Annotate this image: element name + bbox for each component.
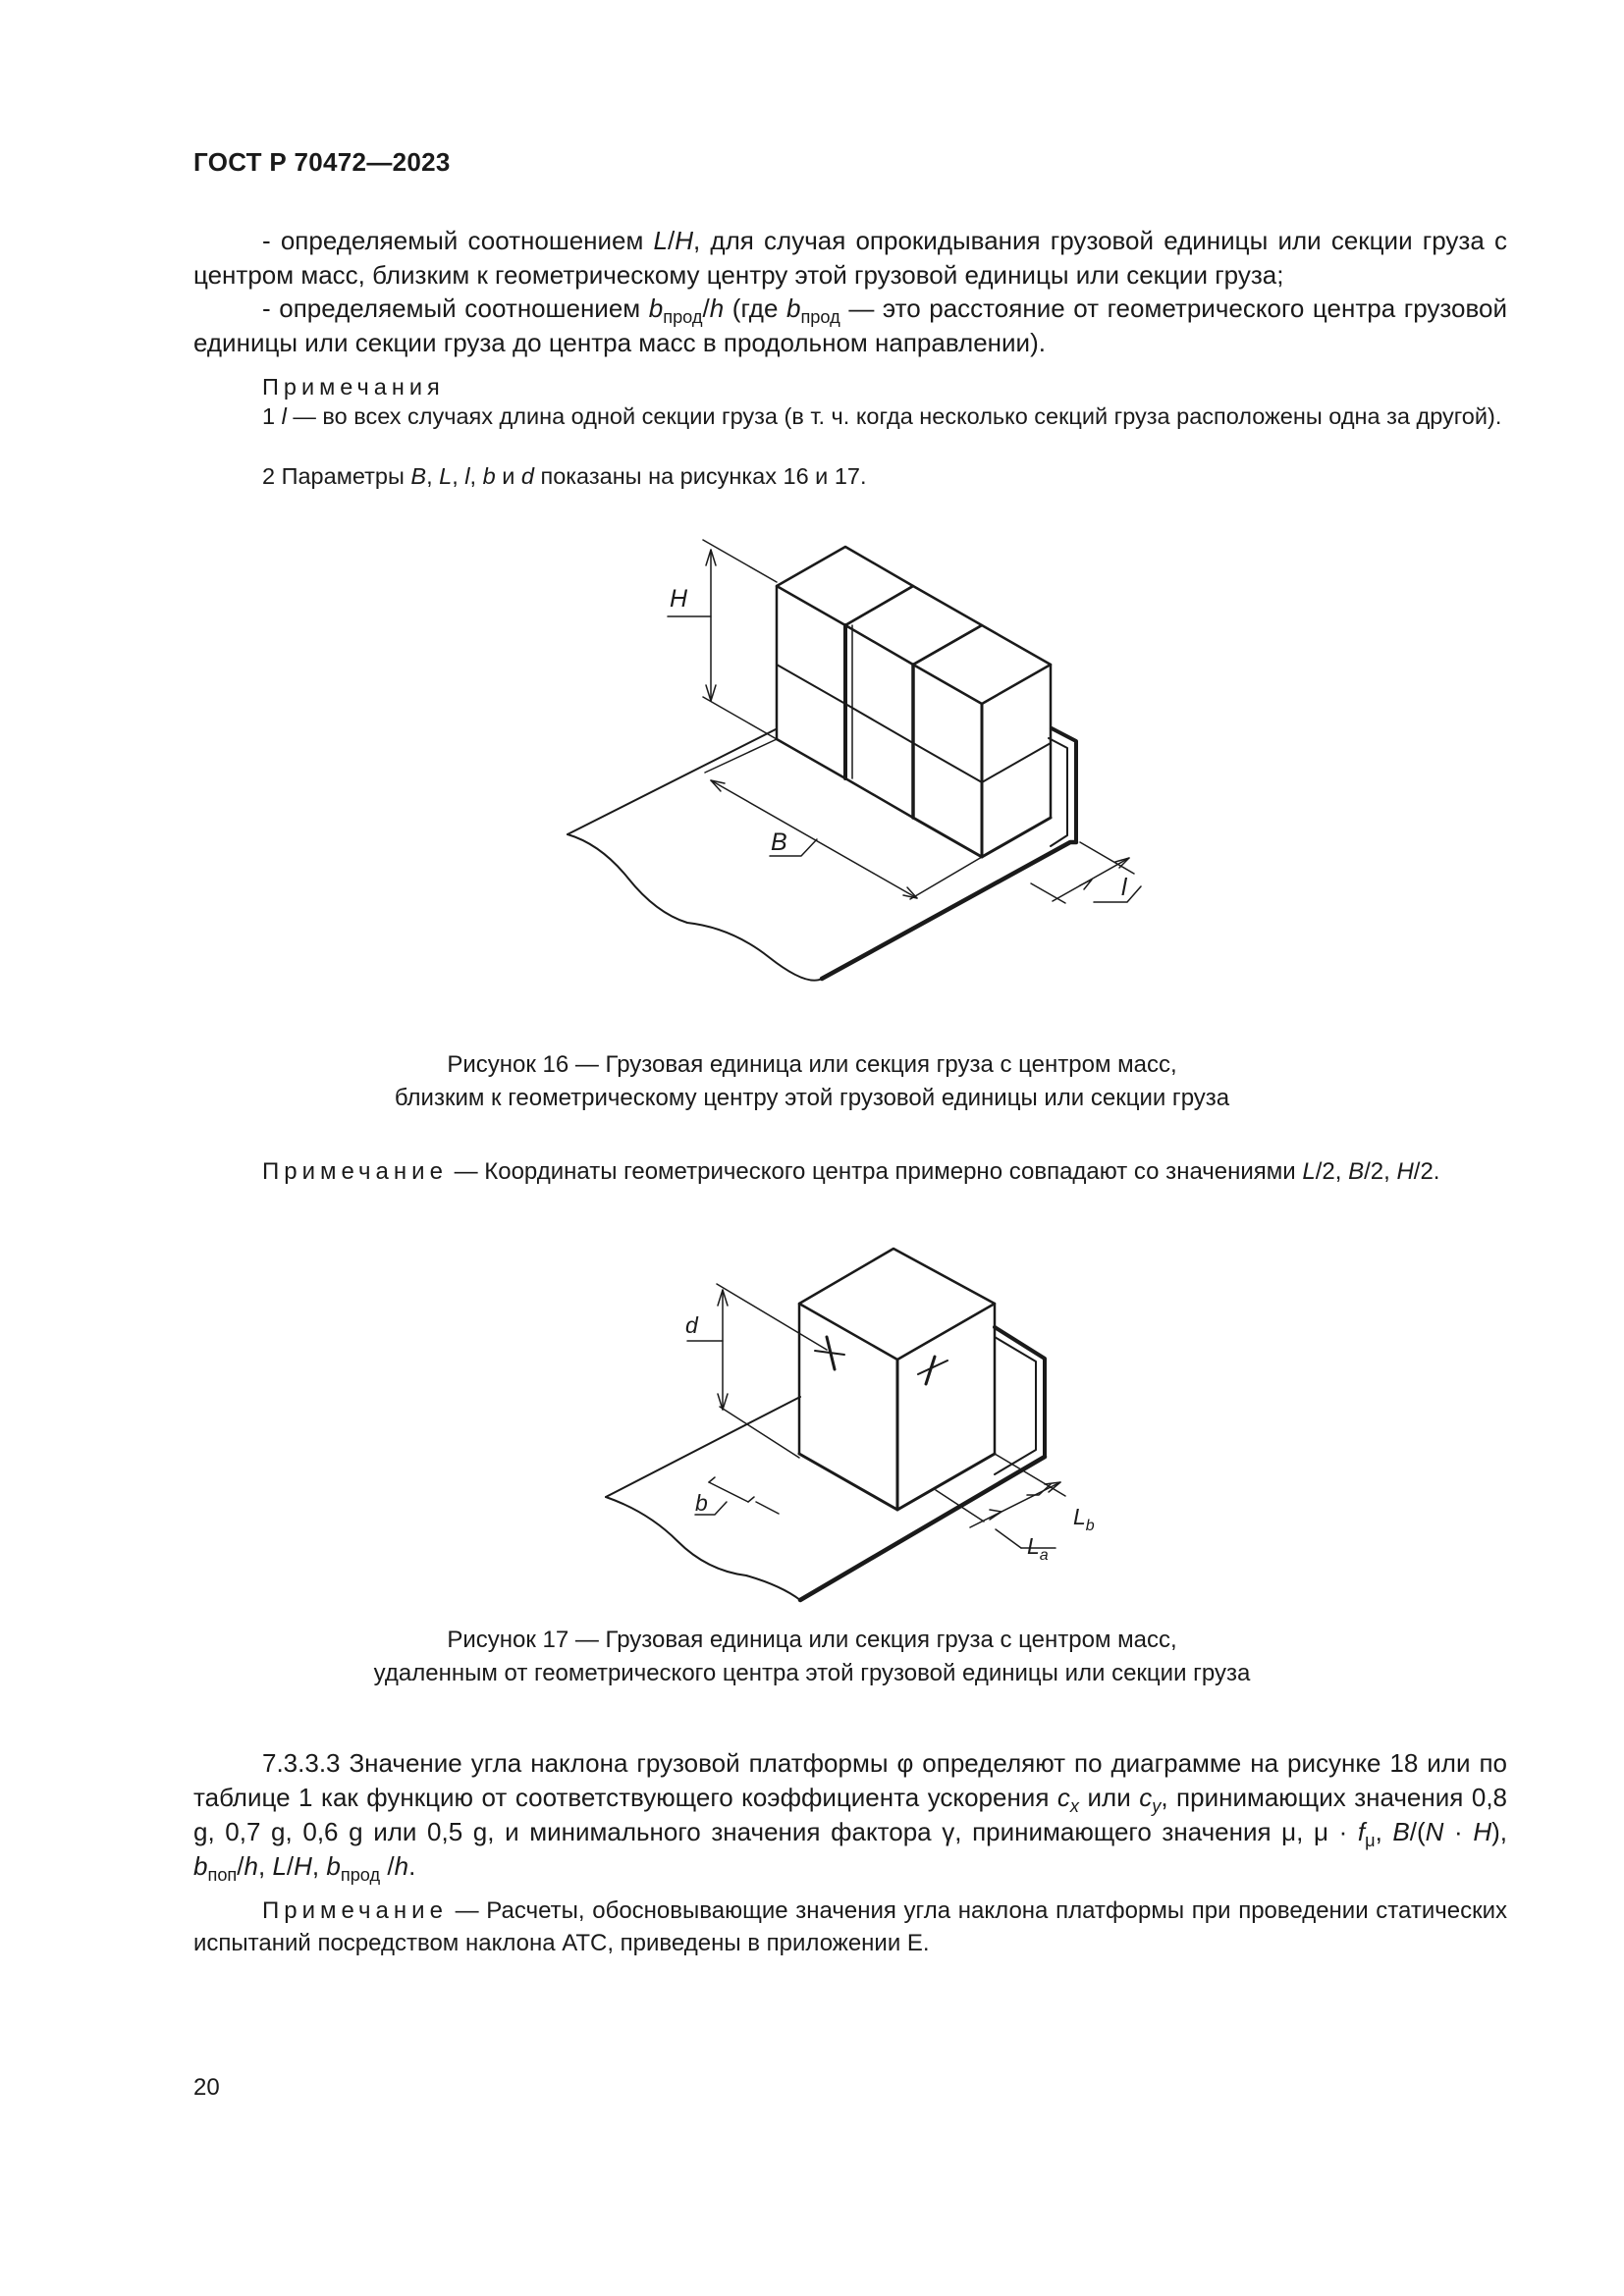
subscript: прод — [340, 1865, 381, 1885]
var-b: b — [648, 294, 664, 323]
notes-heading — [193, 372, 1507, 402]
text: — Расчеты, обосновывающие значения угла наклона платформы при проведении статических испытаний посредством наклона АТС, приведены в приложении Е. — [193, 1897, 1507, 1956]
figure-17-caption — [193, 1624, 1431, 1690]
label-H: H — [670, 585, 688, 613]
intro-item-1 — [193, 224, 1507, 293]
text: ), — [1491, 1817, 1507, 1846]
label-b: b — [695, 1490, 708, 1516]
text: показаны на рисунках 16 и 17. — [533, 463, 867, 489]
var: d — [520, 463, 534, 489]
text: и — [495, 463, 521, 489]
subscript: y — [1152, 1796, 1162, 1816]
var: b — [193, 1851, 208, 1881]
var-L: L — [653, 226, 669, 255]
text: — Координаты геометрического центра примерно совпадают со значениями — [447, 1158, 1303, 1185]
text: — во всех случаях длина одной секции груза (в т. ч. когда несколько секций груза расположены одна за другой). — [286, 403, 1502, 429]
document-header: ГОСТ Р 70472—2023 — [193, 147, 451, 177]
text: /( — [1409, 1817, 1426, 1846]
caption-line: удаленным от геометрического центра этой грузовой единицы или секции груза — [373, 1660, 1251, 1686]
text: , — [257, 1851, 273, 1881]
text: / — [380, 1851, 395, 1881]
var: H — [1396, 1158, 1414, 1185]
var: B — [410, 463, 427, 489]
label-sub-b: b — [1085, 1518, 1095, 1534]
intro-item-2 — [193, 292, 1507, 360]
subscript: прод — [800, 307, 840, 327]
text: , принимающих значения 0,8 g, 0,7 g, 0,6 g или 0,5 g, и минимального значения фактора γ, принимающего значения μ, μ · — [193, 1783, 1507, 1846]
label-Lb — [1073, 1504, 1095, 1534]
var-b: b — [785, 294, 801, 323]
var: L — [272, 1851, 287, 1881]
label-B: B — [771, 828, 787, 856]
text: или — [1079, 1783, 1140, 1812]
text: , — [452, 463, 465, 489]
figure-17-drawing — [589, 1232, 1139, 1615]
text: / — [668, 226, 676, 255]
text: — это расстояние от геометрического центра грузовой единицы или секции груза до центра масс в продольном направлении). — [193, 294, 1507, 357]
label-d: d — [685, 1312, 698, 1338]
subscript: μ — [1365, 1831, 1376, 1850]
caption-line: Рисунок 16 — Грузовая единица или секция груза с центром масс, — [447, 1051, 1177, 1078]
var: L — [1302, 1158, 1316, 1185]
var: N — [1425, 1817, 1444, 1846]
subscript: поп — [207, 1865, 238, 1885]
text: - определяемый соотношением — [262, 294, 649, 323]
text: 7.3.3.3 Значение угла наклона грузовой платформы φ определяют по диаграмме на рисунке 18 или по таблице 1 как функцию от соответствующего коэффициента ускорения — [193, 1748, 1507, 1812]
text: /2. — [1413, 1158, 1440, 1185]
text: · — [1443, 1817, 1474, 1846]
caption-line: близким к геометрическому центру этой грузовой единицы или секции груза — [394, 1085, 1230, 1111]
text: / — [237, 1851, 244, 1881]
section-note — [193, 1895, 1507, 1959]
text: 1 — [262, 403, 282, 429]
text: - определяемый соотношением — [262, 226, 654, 255]
label-L: L — [1073, 1504, 1086, 1529]
text: 2 Параметры — [262, 463, 411, 489]
subscript: прод — [663, 307, 703, 327]
var-l: l — [281, 403, 287, 429]
figure-16-caption — [193, 1048, 1431, 1115]
var: c — [1139, 1783, 1153, 1812]
text: , — [1375, 1817, 1393, 1846]
text: , — [469, 463, 483, 489]
var: f — [1357, 1817, 1366, 1846]
var: L — [439, 463, 453, 489]
text: / — [286, 1851, 295, 1881]
subscript: x — [1069, 1796, 1079, 1816]
label-l: l — [1121, 874, 1127, 901]
note-label: Примечание — [262, 1897, 448, 1924]
text: / — [702, 294, 710, 323]
var: B — [1392, 1817, 1410, 1846]
var: l — [464, 463, 470, 489]
text: , — [426, 463, 440, 489]
var: h — [244, 1851, 258, 1881]
notes-label: Примечания — [262, 374, 445, 400]
text: , — [311, 1851, 327, 1881]
label-La — [1027, 1533, 1049, 1564]
var: B — [1348, 1158, 1365, 1185]
text: (где — [724, 294, 786, 323]
note-label: Примечание — [262, 1158, 448, 1185]
var: b — [482, 463, 496, 489]
text: /2, — [1315, 1158, 1349, 1185]
note-2 — [193, 461, 1507, 492]
var: H — [1473, 1817, 1492, 1846]
var-H: H — [675, 226, 694, 255]
figure-16-drawing — [550, 520, 1178, 991]
label-L: L — [1027, 1533, 1040, 1559]
label-sub-a: a — [1039, 1547, 1049, 1564]
var: c — [1056, 1783, 1070, 1812]
section-7-3-3-3 — [193, 1746, 1507, 1884]
text: . — [408, 1851, 416, 1881]
var: H — [294, 1851, 312, 1881]
figure-16-note — [193, 1156, 1507, 1187]
var: b — [326, 1851, 341, 1881]
text: /2, — [1364, 1158, 1397, 1185]
var-h: h — [709, 294, 725, 323]
text: , для случая опрокидывания грузовой единицы или секции груза с центром масс, близким к геометрическому центру этой грузовой единицы или секции груза; — [193, 226, 1507, 290]
var: h — [394, 1851, 409, 1881]
caption-line: Рисунок 17 — Грузовая единица или секция груза с центром масс, — [447, 1627, 1177, 1653]
note-1 — [193, 401, 1507, 432]
page-number: 20 — [193, 2074, 220, 2101]
